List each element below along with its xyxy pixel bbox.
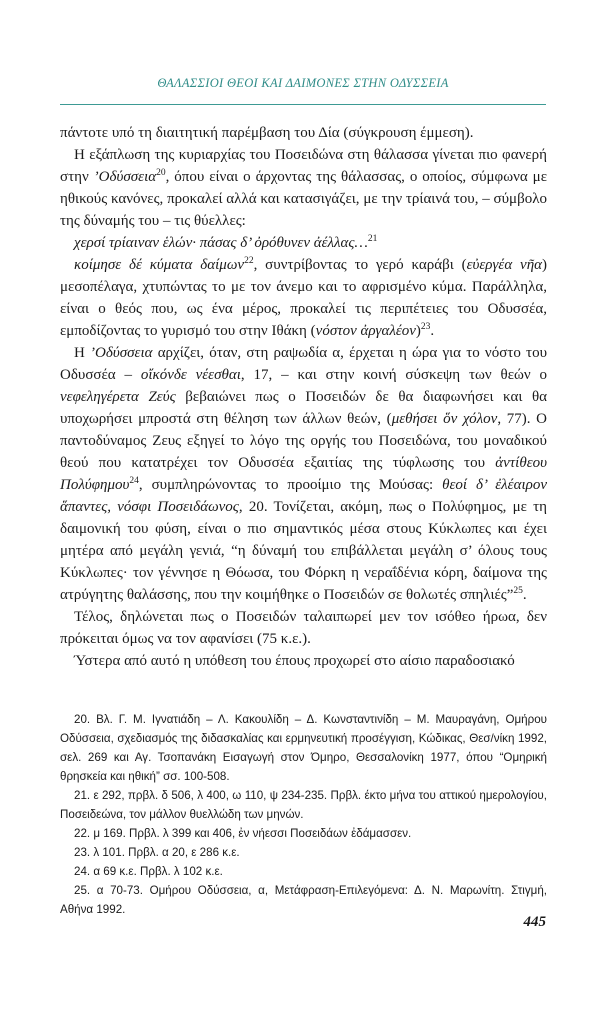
greek-phrase: εὐεργέα νῆα [466, 257, 543, 273]
text-span: Η εξάπλωση της κυριαρχίας του Ποσειδώνα στη θάλασσα γίνεται πιο φανερή στην [60, 147, 547, 185]
italic-title: ’Οδύσσεια [93, 169, 157, 185]
footnote-21: 21. ε 292, πρβλ. δ 506, λ 400, ω 110, ψ 234-235. Πρβλ. έκτο μήνα του αττικού ημερολογίου, Ποσειδεώνα, τον μάλλον θυελλώδη των μηνών. [60, 789, 547, 821]
footnote-23: 23. λ 101. Πρβλ. α 20, ε 286 κ.ε. [74, 846, 240, 859]
paragraph-3 [60, 342, 547, 606]
footnote-22: 22. μ 169. Πρβλ. λ 399 και 406, ἐν νήεσσι Ποσειδάων ἐδάμασσεν. [74, 827, 412, 840]
footnote-ref-24: 24 [129, 476, 139, 486]
header-rule [60, 104, 546, 105]
text-span: . [522, 587, 527, 603]
paragraph-verse-continuation [60, 254, 547, 342]
text-span: , 17, – και στην κοινή σύσκεψη των θεών ο [240, 367, 547, 383]
footnote-ref-20: 20 [156, 168, 166, 178]
paragraph-2 [60, 144, 547, 232]
text-span: βεβαιώνει πως ο Ποσειδών δε θα διαφωνήσει και θα υποχωρήσει μπροστά στη θέληση των άλλων θεών, ( [60, 389, 548, 427]
paragraph-4: Τέλος, δηλώνεται πως ο Ποσειδών ταλαιπωρεί μεν τον ισόθεο ήρωα, δεν πρόκειται όμως να τον αφανίσει (75 κ.ε.). [60, 609, 547, 647]
text-span: , 77). Ο παντοδύναμος Ζευς εξηγεί το λόγο της οργής του Ποσειδώνα, του μοναδικού θεού που κατατρέχει τον Οδυσσέα εξαιτίας της τύφλωσης του [60, 411, 548, 471]
footnotes [60, 710, 547, 919]
verse-line [60, 232, 547, 254]
footnote-ref-21: 21 [367, 234, 378, 244]
running-header: ΘΑΛΑΣΣΙΟΙ ΘΕΟΙ ΚΑΙ ΔΑΙΜΟΝΕΣ ΣΤΗΝ ΟΔΥΣΣΕΙΑ [157, 76, 449, 90]
paragraph-5: Ύστερα από αυτό η υπόθεση του έπους προχωρεί στο αίσιο παραδοσιακό [74, 653, 515, 669]
text-span: , όπου είναι ο άρχοντας της θάλασσας, ο οποίος, σύμφωνα με ηθικούς κανόνες, προκαλεί αλλά και κατασιγάζει, με την τρίαινά του, – σύμβολο της δύναμής του – τις θύελλες: [60, 169, 547, 229]
italic-title: ’Οδύσσεια [90, 345, 153, 361]
main-text [60, 122, 547, 672]
page-number: 445 [523, 914, 546, 930]
text-span: . [430, 323, 435, 339]
text-span: , συντρίβοντας το γερό καράβι ( [253, 257, 467, 273]
footnote-ref-23: 23 [420, 322, 431, 332]
footnote-25: 25. α 70-73. Ομήρου Οδύσσεια, α, Μετάφραση-Επιλεγόμενα: Δ. Ν. Μαρωνίτη. Στιγμή, Αθήνα 1992. [60, 884, 547, 916]
greek-phrase: νόστον ἀργαλέον [315, 323, 416, 339]
greek-quote: κοίμησε δέ κύματα δαίμων [74, 257, 245, 273]
footnote-ref-25: 25 [513, 586, 523, 596]
greek-phrase: οἴκόνδε νέεσθαι [140, 367, 241, 383]
greek-phrase: μεθήσει ὅν χόλον [391, 411, 498, 427]
text-span: αρχίζει, όταν, στη ραψωδία α, έρχεται η ώρα για το νόστο του Οδυσσέα – [60, 345, 547, 383]
footnote-24: 24. α 69 κ.ε. Πρβλ. λ 102 κ.ε. [74, 865, 223, 878]
footnote-ref-22: 22 [244, 256, 254, 266]
greek-phrase: ἀντίθεου Πολύφημου [60, 455, 547, 493]
text-span: , συμπληρώνοντας το προοίμιο της Μούσας: [138, 477, 443, 493]
footnote-20: 20. Βλ. Γ. Μ. Ιγνατιάδη – Λ. Κακουλίδη – Δ. Κωνσταντινίδη – Μ. Μαυραγάνη, Ομήρου Οδύσσεια, σχεδιασμός της διδασκαλίας και ερμηνευτική προσέγγιση, Κώδικας, Θεσ/νίκη 1992, σελ. 269 και Αγ. Τσοπανάκη Εισαγωγή στον Όμηρο, Θεσσαλονίκη 1977, όπου “Ομηρική θρησκεία και ηθική” σσ. 100-508. [60, 713, 547, 783]
greek-quote: χερσί τρίαιναν ἑλών· πάσας δ’ ὀρόθυνεν ἀέλλας… [74, 235, 368, 251]
paragraph-1: πάντοτε υπό τη διαιτητική παρέμβαση του Δία (σύγκρουση έμμεση). [60, 125, 474, 141]
text-span: , 20. Τονίζεται, ακόμη, πως ο Πολύφημος, με τη δαιμονική του φύση, είναι ο πιο σημαντικός μέσα στους Κύκλωπες και έχει μητέρα από μεγάλη γενιά, “η δύναμή του επιβάλλεται μεγάλη σ’ όλους τους Κύκλωπες· τον γέννησε η Θόωσα, του Φόρκη η νεραΐδένια κόρη, δαίμονα της ατρύγητης θαλάσσης, που την κοιμήθηκε ο Ποσειδών σε θολωτές σπηλιές” [60, 499, 547, 603]
text-span: ) μεσοπέλαγα, χτυπώντας το με τον άνεμο και το αφρισμένο κύμα. Παράλληλα, είναι ο θεός που, ως ένα μέρος, προκαλεί τις περιπέτειες του Οδυσσέα, εμποδίζοντας το γυρισμό του στην Ιθάκη ( [60, 257, 548, 339]
greek-quote: θεοί δ’ ἐλέαιρον ἅπαντες, νόσφι Ποσειδάωνος [60, 477, 547, 515]
greek-phrase: νεφεληγέρετα Ζεύς [60, 389, 176, 405]
text-span: ) [415, 323, 421, 339]
text-span: Η [74, 345, 91, 361]
